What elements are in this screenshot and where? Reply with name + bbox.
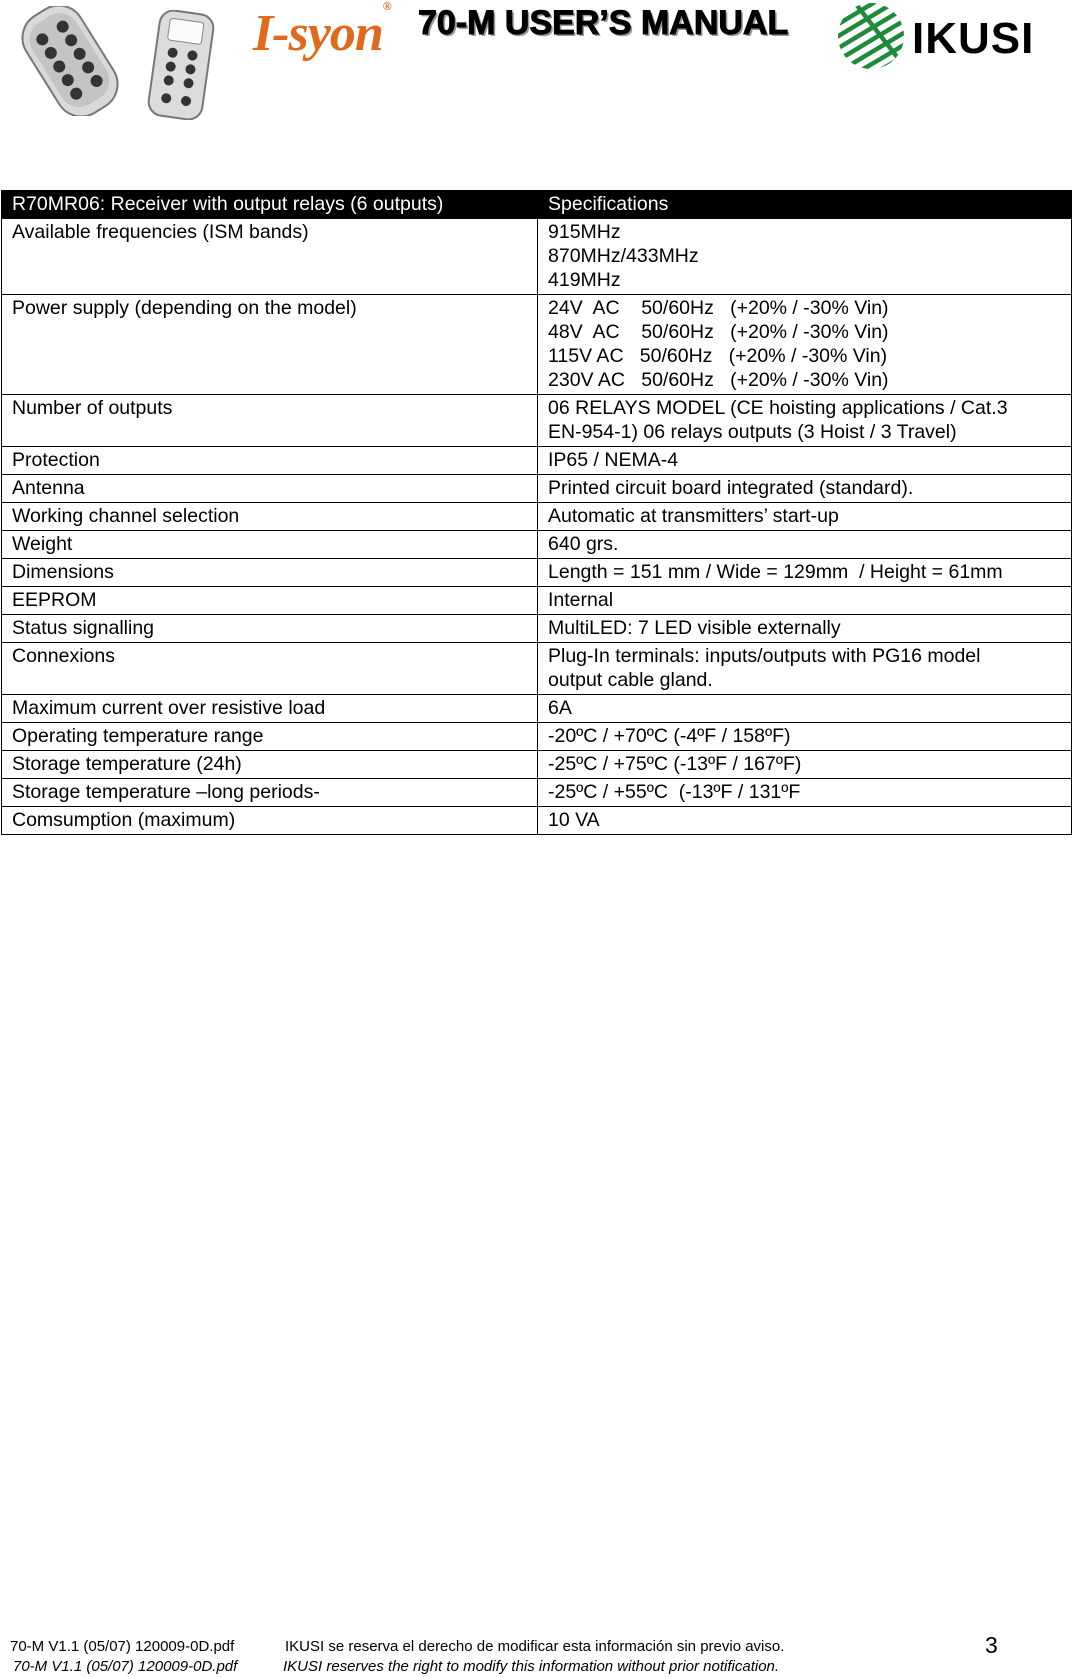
ikusi-logo-icon	[835, 0, 907, 72]
spec-value	[538, 587, 1072, 615]
spec-label: Weight	[2, 531, 538, 559]
remote-control-image-2	[146, 10, 216, 120]
table-row	[2, 807, 1072, 835]
spec-label: Power supply (depending on the model)	[2, 295, 538, 395]
spec-label: Maximum current over resistive load	[2, 695, 538, 723]
spec-value-line: 24V AC 50/60Hz (+20% / -30% Vin)	[548, 297, 889, 319]
spec-value-line: -25ºC / +55ºC (-13ºF / 131ºF	[548, 781, 801, 803]
spec-label: Operating temperature range	[2, 723, 538, 751]
spec-value	[538, 295, 1072, 395]
spec-value-line: Automatic at transmitters’ start-up	[548, 505, 839, 527]
spec-label: Available frequencies (ISM bands)	[2, 219, 538, 295]
brand-logo: I-syon®	[253, 0, 391, 62]
spec-value-line: Internal	[548, 589, 614, 611]
spec-value	[538, 695, 1072, 723]
spec-value-line: IP65 / NEMA-4	[548, 449, 679, 471]
spec-label: Comsumption (maximum)	[2, 807, 538, 835]
spec-label: Connexions	[2, 643, 538, 695]
spec-value-line: Length = 151 mm / Wide = 129mm / Height = 61mm	[548, 561, 1003, 583]
page-number: 3	[985, 1632, 998, 1658]
spec-value	[538, 475, 1072, 503]
spec-label: Dimensions	[2, 559, 538, 587]
spec-value-line: 48V AC 50/60Hz (+20% / -30% Vin)	[548, 321, 889, 343]
spec-value-line: Plug-In terminals: inputs/outputs with PG16 model	[548, 645, 981, 667]
spec-value-line: EN-954-1) 06 relays outputs (3 Hoist / 3 Travel)	[548, 421, 957, 443]
page-header	[0, 0, 1074, 130]
table-row	[2, 695, 1072, 723]
table-row	[2, 395, 1072, 447]
spec-value	[538, 779, 1072, 807]
spec-label: EEPROM	[2, 587, 538, 615]
spec-value	[538, 615, 1072, 643]
table-row	[2, 503, 1072, 531]
footer-doc-ref: 70-M V1.1 (05/07) 120009-0D.pdf	[10, 1638, 235, 1655]
table-row	[2, 559, 1072, 587]
spec-label: Working channel selection	[2, 503, 538, 531]
spec-value-line: 915MHz	[548, 221, 621, 243]
spec-value	[538, 751, 1072, 779]
table-row	[2, 643, 1072, 695]
footer-doc-ref: 70-M V1.1 (05/07) 120009-0D.pdf	[13, 1658, 238, 1675]
spec-label: Protection	[2, 447, 538, 475]
spec-label: Storage temperature –long periods-	[2, 779, 538, 807]
spec-value-line: 10 VA	[548, 809, 600, 831]
spec-value	[538, 807, 1072, 835]
table-row	[2, 447, 1072, 475]
spec-label: Number of outputs	[2, 395, 538, 447]
spec-value-line: 230V AC 50/60Hz (+20% / -30% Vin)	[548, 369, 889, 391]
table-row	[2, 751, 1072, 779]
spec-value	[538, 219, 1072, 295]
spec-value	[538, 503, 1072, 531]
spec-value-line: -20ºC / +70ºC (-4ºF / 158ºF)	[548, 725, 791, 747]
spec-value	[538, 723, 1072, 751]
table-row	[2, 723, 1072, 751]
company-logo-text: IKUSI	[912, 14, 1035, 63]
footer-notice: IKUSI reserves the right to modify this information without prior notification.	[283, 1658, 780, 1675]
spec-value	[538, 643, 1072, 695]
table-row	[2, 587, 1072, 615]
table-header-cell: R70MR06: Receiver with output relays (6 outputs)	[2, 191, 538, 219]
spec-value-line: 640 grs.	[548, 533, 619, 555]
spec-value-line: Printed circuit board integrated (standard).	[548, 477, 914, 499]
spec-value-line: 6A	[548, 697, 572, 719]
table-row	[2, 531, 1072, 559]
spec-value	[538, 559, 1072, 587]
spec-label: Storage temperature (24h)	[2, 751, 538, 779]
table-header-cell: Specifications	[538, 191, 1072, 219]
spec-value-line: MultiLED: 7 LED visible externally	[548, 617, 841, 639]
spec-value	[538, 531, 1072, 559]
spec-value-line: 06 RELAYS MODEL (CE hoisting applications / Cat.3	[548, 397, 1008, 419]
table-header-row	[2, 191, 1072, 219]
spec-value-line: 870MHz/433MHz	[548, 245, 699, 267]
table-row	[2, 615, 1072, 643]
remote-control-image-1	[10, 6, 130, 116]
spec-value-line: 419MHz	[548, 269, 621, 291]
table-row	[2, 295, 1072, 395]
spec-value-line: -25ºC / +75ºC (-13ºF / 167ºF)	[548, 753, 802, 775]
footer-notice: IKUSI se reserva el derecho de modificar esta información sin previo aviso.	[285, 1638, 785, 1655]
spec-label: Antenna	[2, 475, 538, 503]
spec-label: Status signalling	[2, 615, 538, 643]
spec-value	[538, 447, 1072, 475]
spec-value	[538, 395, 1072, 447]
spec-value-line: 115V AC 50/60Hz (+20% / -30% Vin)	[548, 345, 888, 367]
table-row	[2, 779, 1072, 807]
manual-title: 70-M USER’S MANUAL	[418, 4, 789, 42]
table-row	[2, 219, 1072, 295]
table-row	[2, 475, 1072, 503]
spec-value-line: output cable gland.	[548, 669, 713, 691]
specifications-table	[1, 190, 1072, 835]
